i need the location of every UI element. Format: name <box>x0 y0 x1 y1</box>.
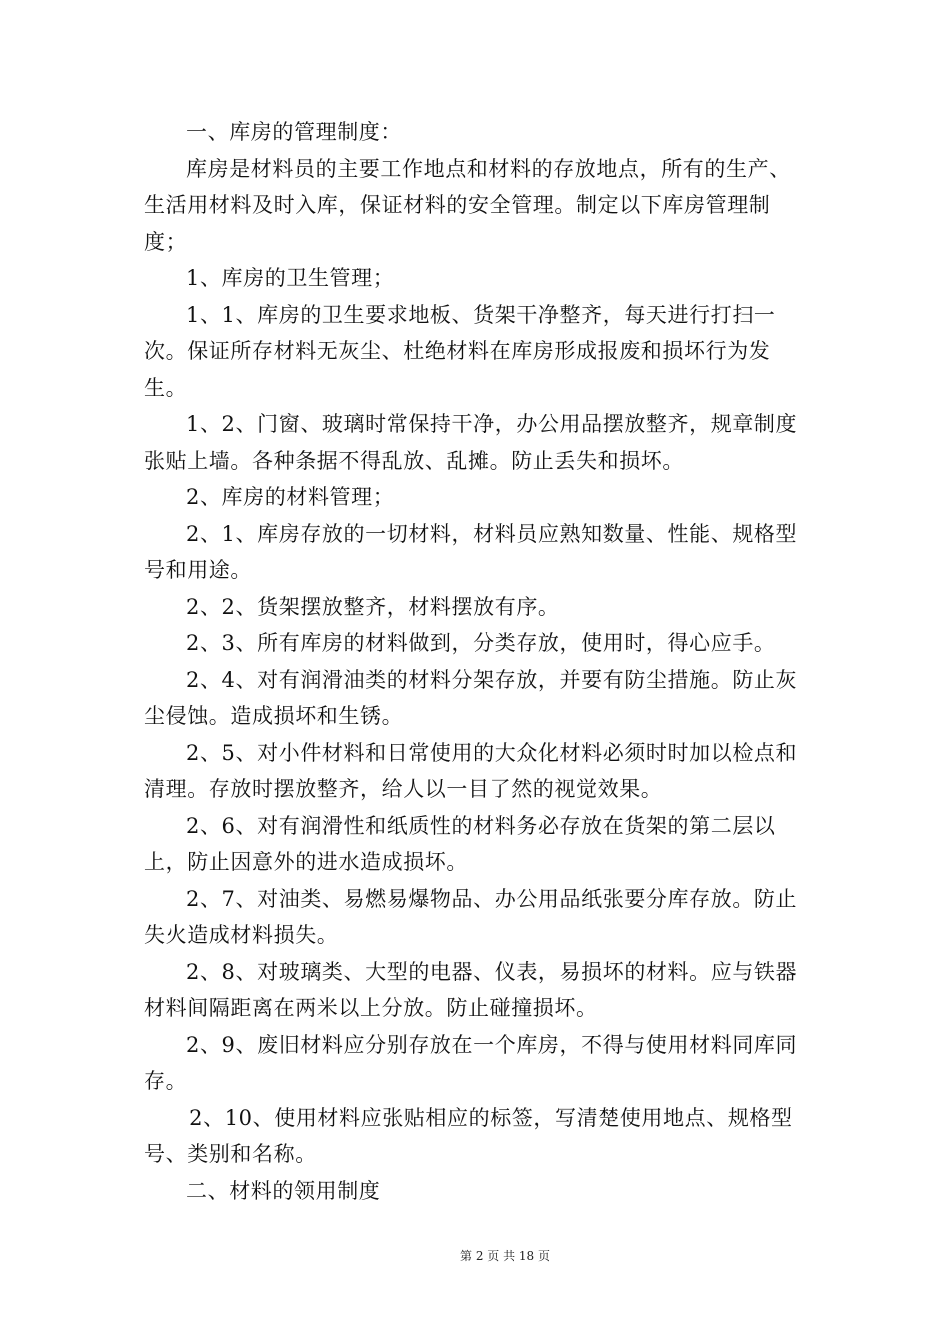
page-footer <box>0 1248 950 1264</box>
paragraph-1-2: 1、2、门窗、玻璃时常保持干净，办公用品摆放整齐，规章制度张贴上墙。各种条据不得乱放、乱摊。防止丢失和损坏。 <box>144 412 798 473</box>
paragraph-2-6: 2、6、对有润滑性和纸质性的材料务必存放在货架的第二层以上，防止因意外的进水造成损坏。 <box>144 813 776 874</box>
paragraph-intro: 库房是材料员的主要工作地点和材料的存放地点，所有的生产、生活用材料及时入库，保证材料的安全管理。制定以下库房管理制度； <box>144 156 791 254</box>
document-body <box>144 114 808 1209</box>
paragraph-1-1: 1、1、库房的卫生要求地板、货架干净整齐，每天进行打扫一次。保证所存材料无灰尘、杜绝材料在库房形成报废和损坏行为发生。 <box>144 302 776 400</box>
subheading-hygiene: 1、库房的卫生管理； <box>186 266 395 290</box>
paragraph-2-8: 2、8、对玻璃类、大型的电器、仪表，易损坏的材料。应与铁器材料间隔距离在两米以上分放。防止碰撞损坏。 <box>144 959 798 1020</box>
paragraph-2-2: 2、2、货架摆放整齐，材料摆放有序。 <box>186 594 560 619</box>
paragraph-2-5: 2、5、对小件材料和日常使用的大众化材料必须时时加以检点和清理。存放时摆放整齐，给人以一目了然的视觉效果。 <box>144 740 798 801</box>
section-heading-warehouse-rules: 一、库房的管理制度： <box>186 120 402 144</box>
paragraph-2-10: 2、10、使用材料应张贴相应的标签，写清楚使用地点、规格型号、类别和名称。 <box>144 1105 793 1166</box>
subheading-materials: 2、库房的材料管理； <box>186 485 395 509</box>
page-number: 第 2 页 共 18 页 <box>460 1249 550 1263</box>
paragraph-2-9: 2、9、废旧材料应分别存放在一个库房，不得与使用材料同库同存。 <box>144 1032 798 1093</box>
paragraph-2-3: 2、3、所有库房的材料做到，分类存放，使用时，得心应手。 <box>186 631 776 655</box>
paragraph-2-4: 2、4、对有润滑油类的材料分架存放，并要有防尘措施。防止灰尘侵蚀。造成损坏和生锈。 <box>144 667 798 728</box>
paragraph-2-7: 2、7、对油类、易燃易爆物品、办公用品纸张要分库存放。防止失火造成材料损失。 <box>144 886 798 947</box>
paragraph-2-1: 2、1、库房存放的一切材料，材料员应熟知数量、性能、规格型号和用途。 <box>144 521 798 582</box>
section-heading-material-requisition: 二、材料的领用制度 <box>186 1178 381 1203</box>
